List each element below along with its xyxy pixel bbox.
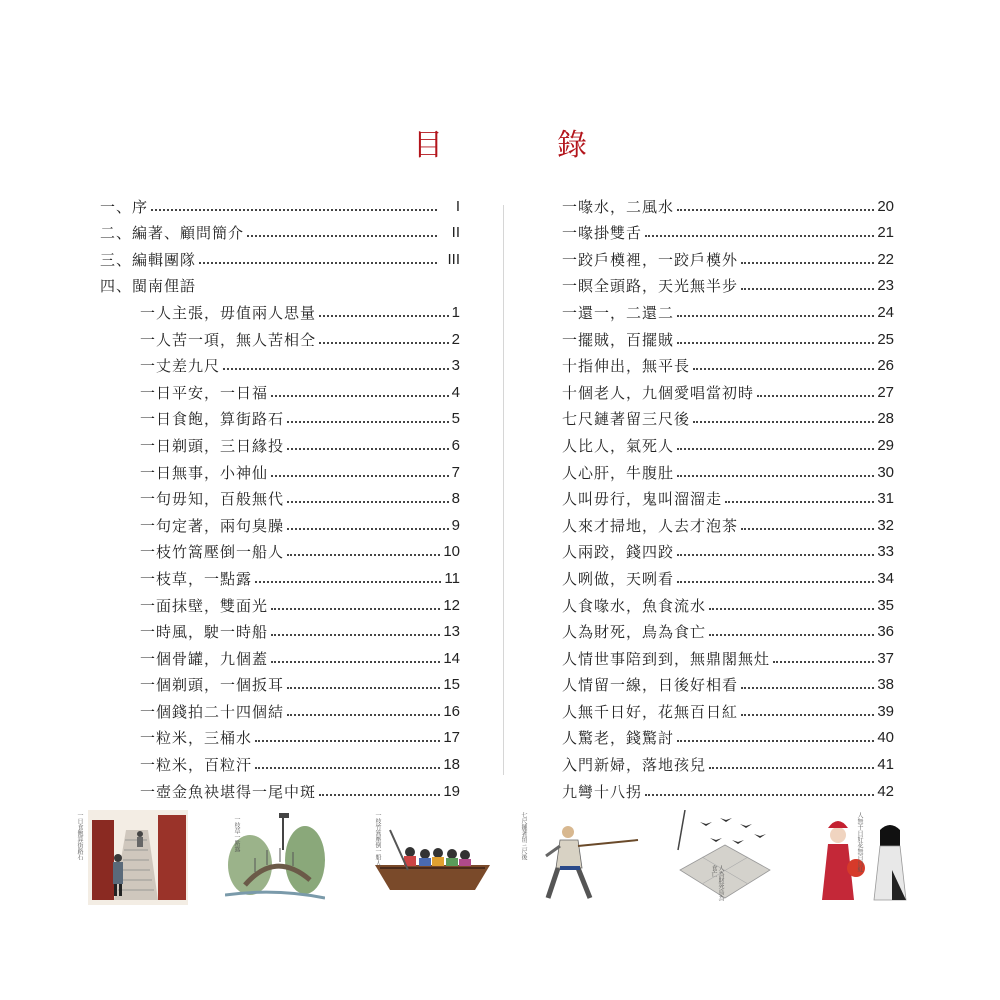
- toc-entry[interactable]: [562, 748, 894, 775]
- toc-entry[interactable]: [562, 722, 894, 749]
- toc-entry-title: 一枝草，一點露: [140, 569, 253, 588]
- toc-entry[interactable]: [562, 296, 894, 323]
- toc-page-number: 36: [877, 623, 894, 641]
- page-title: 目 錄: [413, 128, 629, 163]
- toc-entry[interactable]: [562, 456, 894, 483]
- toc-leader-dots: [271, 634, 440, 636]
- toc-page-number: 37: [877, 649, 894, 667]
- toc-page-number: 16: [443, 702, 460, 720]
- toc-page-number: 7: [451, 463, 460, 481]
- toc-entry-title: 一日食飽，算街路石: [140, 410, 285, 429]
- toc-page-number: 1: [451, 303, 460, 321]
- illustration-caption: 一日食飽算街路石: [76, 812, 83, 860]
- toc-entry[interactable]: [100, 589, 460, 616]
- toc-entry[interactable]: [100, 562, 460, 589]
- toc-entry[interactable]: [100, 217, 460, 244]
- toc-leader-dots: [271, 395, 449, 397]
- toc-entry[interactable]: [562, 376, 894, 403]
- toc-entry-title: 一、序: [100, 197, 149, 216]
- toc-entry[interactable]: [100, 616, 460, 643]
- toc-entry[interactable]: [562, 323, 894, 350]
- toc-entry[interactable]: [562, 562, 894, 589]
- opera-figures-illustration: [812, 810, 917, 905]
- toc-entry-title: 一擺賊，百擺賊: [562, 330, 675, 349]
- toc-entry-title: 人叫毋行，鬼叫溜溜走: [562, 490, 723, 509]
- toc-leader-dots: [247, 235, 437, 237]
- column-divider: [503, 205, 504, 775]
- toc-leader-dots: [287, 448, 449, 450]
- toc-entry-title: 入門新婦，落地孩兒: [562, 756, 707, 775]
- toc-entry-title: 人食喙水，魚食流水: [562, 596, 707, 615]
- toc-page-number: 4: [451, 383, 460, 401]
- toc-entry[interactable]: [100, 775, 460, 802]
- toc-entry-title: 一人苦一項，無人苦相仝: [140, 330, 317, 349]
- toc-entry[interactable]: [100, 536, 460, 563]
- toc-page-number: 20: [877, 197, 894, 215]
- toc-entry[interactable]: [562, 669, 894, 696]
- toc-entry[interactable]: [100, 669, 460, 696]
- toc-page-number: 39: [877, 702, 894, 720]
- toc-leader-dots: [677, 209, 874, 211]
- toc-entry[interactable]: [562, 483, 894, 510]
- toc-leader-dots: [677, 342, 874, 344]
- toc-entry-title: 人比人，氣死人: [562, 436, 675, 455]
- toc-entry[interactable]: [562, 190, 894, 217]
- toc-leader-dots: [709, 634, 874, 636]
- toc-leader-dots: [725, 501, 874, 503]
- toc-leader-dots: [677, 581, 874, 583]
- toc-entry-title: 人心肝，牛腹肚: [562, 463, 675, 482]
- toc-leader-dots: [287, 687, 440, 689]
- toc-page-number: 31: [877, 490, 894, 508]
- toc-entry-title: 一粒米，百粒汗: [140, 756, 253, 775]
- toc-page-number: 21: [877, 224, 894, 242]
- toc-entry-title: 一日無事，小神仙: [140, 463, 269, 482]
- toc-page-number: 18: [443, 756, 460, 774]
- toc-page-number: 27: [877, 383, 894, 401]
- toc-leader-dots: [255, 581, 441, 583]
- street-scene-illustration: [76, 810, 188, 905]
- toc-entry[interactable]: [100, 350, 460, 377]
- toc-entry-title: 一喙掛雙舌: [562, 224, 643, 243]
- toc-entry-title: 一跤戶橂裡，一跤戶橂外: [562, 250, 739, 269]
- toc-page-number: 28: [877, 410, 894, 428]
- illustration-caption: 七尺鏈著留三尺後: [520, 812, 527, 860]
- toc-right-column: [562, 190, 894, 802]
- toc-page-number: 12: [443, 596, 460, 614]
- toc-leader-dots: [319, 342, 449, 344]
- toc-page-number: 30: [877, 463, 894, 481]
- toc-entry-title: 一喙水，二風水: [562, 197, 675, 216]
- toc-page-number: 33: [877, 543, 894, 561]
- toc-entry[interactable]: [562, 775, 894, 802]
- toc-page-number: 23: [877, 277, 894, 295]
- toc-leader-dots: [693, 421, 874, 423]
- toc-entry-title: 一粒米，三桶水: [140, 729, 253, 748]
- toc-entry[interactable]: [100, 376, 460, 403]
- toc-entry-title: 四、閩南俚語: [100, 277, 197, 296]
- toc-entry[interactable]: [100, 296, 460, 323]
- toc-entry[interactable]: [100, 429, 460, 456]
- boat-illustration: [370, 810, 495, 905]
- toc-page-number: 32: [877, 516, 894, 534]
- toc-entry[interactable]: [100, 403, 460, 430]
- toc-leader-dots: [287, 554, 440, 556]
- toc-leader-dots: [271, 475, 449, 477]
- toc-entry-title: 一人主張，毋值兩人思量: [140, 303, 317, 322]
- illustration-caption: 人無千日好花無百日紅: [856, 812, 863, 872]
- toc-entry[interactable]: [100, 748, 460, 775]
- toc-page-number: 14: [443, 649, 460, 667]
- toc-leader-dots: [741, 528, 874, 530]
- toc-leader-dots: [677, 315, 874, 317]
- toc-entry-title: 人情世事陪到到，無鼎閣無灶: [562, 649, 771, 668]
- toc-page-number: 15: [443, 676, 460, 694]
- toc-entry[interactable]: [100, 695, 460, 722]
- toc-leader-dots: [677, 554, 874, 556]
- toc-leader-dots: [693, 368, 874, 370]
- toc-entry-title: 三、編輯團隊: [100, 250, 197, 269]
- illustration-caption: 人為財死鳥為食亡: [710, 865, 724, 901]
- toc-entry-title: 人咧做，天咧看: [562, 569, 675, 588]
- toc-page-number: 38: [877, 676, 894, 694]
- toc-page-number: 34: [877, 569, 894, 587]
- toc-entry[interactable]: [562, 243, 894, 270]
- toc-leader-dots: [319, 794, 440, 796]
- toc-page-number: III: [447, 250, 460, 268]
- toc-entry-title: 一個錢拍二十四個結: [140, 702, 285, 721]
- toc-leader-dots: [271, 608, 440, 610]
- toc-entry-title: 一還一，二還二: [562, 303, 675, 322]
- toc-leader-dots: [255, 740, 440, 742]
- toc-leader-dots: [199, 262, 437, 264]
- toc-leader-dots: [255, 767, 440, 769]
- toc-leader-dots: [223, 368, 449, 370]
- toc-entry[interactable]: [100, 270, 460, 297]
- toc-entry-title: 一句定著，兩句臭臊: [140, 516, 285, 535]
- toc-entry[interactable]: [562, 270, 894, 297]
- toc-leader-dots: [709, 608, 874, 610]
- toc-entry[interactable]: [562, 509, 894, 536]
- toc-page-number: 40: [877, 729, 894, 747]
- toc-leader-dots: [741, 714, 874, 716]
- toc-entry-title: 人來才掃地，人去才泡茶: [562, 516, 739, 535]
- toc-entry-title: 人驚老，錢驚討: [562, 729, 675, 748]
- toc-leader-dots: [773, 661, 874, 663]
- toc-entry[interactable]: [100, 722, 460, 749]
- toc-entry[interactable]: [562, 642, 894, 669]
- toc-entry[interactable]: [562, 695, 894, 722]
- toc-entry-title: 人情留一線，日後好相看: [562, 676, 739, 695]
- toc-page-number: 24: [877, 303, 894, 321]
- toc-entry[interactable]: [562, 589, 894, 616]
- toc-entry-title: 一丈差九尺: [140, 357, 221, 376]
- toc-page-number: 29: [877, 436, 894, 454]
- toc-page-number: 8: [451, 490, 460, 508]
- toc-leader-dots: [287, 528, 449, 530]
- toc-leader-dots: [287, 714, 440, 716]
- toc-entry[interactable]: [100, 483, 460, 510]
- toc-page-number: 42: [877, 782, 894, 800]
- toc-entry[interactable]: [562, 350, 894, 377]
- toc-page-number: 10: [443, 543, 460, 561]
- toc-entry[interactable]: [100, 323, 460, 350]
- toc-entry-title: 一個骨罐，九個蓋: [140, 649, 269, 668]
- toc-left-column: [100, 190, 460, 802]
- toc-page-number: 13: [443, 623, 460, 641]
- toc-entry-title: 一時風，駛一時船: [140, 623, 269, 642]
- toc-entry[interactable]: [100, 642, 460, 669]
- toc-page-number: 5: [451, 410, 460, 428]
- martial-artist-illustration: [520, 810, 640, 905]
- toc-entry[interactable]: [100, 456, 460, 483]
- toc-leader-dots: [677, 475, 874, 477]
- toc-entry-title: 九彎十八拐: [562, 782, 643, 801]
- bridge-scene-illustration: [225, 810, 325, 905]
- toc-page-number: 22: [877, 250, 894, 268]
- toc-leader-dots: [271, 661, 440, 663]
- toc-leader-dots: [645, 794, 874, 796]
- illustration-caption: 一枝草一點露: [233, 816, 240, 852]
- toc-entry[interactable]: [100, 243, 460, 270]
- toc-leader-dots: [677, 740, 874, 742]
- toc-entry-title: 一瞑全頭路，天光無半步: [562, 277, 739, 296]
- toc-page-number: 2: [451, 330, 460, 348]
- toc-entry-title: 一壺金魚袂堪得一尾中斑: [140, 782, 317, 801]
- toc-entry-title: 十個老人，九個愛唱當初時: [562, 383, 755, 402]
- toc-entry-title: 人兩跤，錢四跤: [562, 543, 675, 562]
- toc-page-number: I: [455, 197, 460, 215]
- toc-leader-dots: [645, 235, 874, 237]
- toc-leader-dots: [741, 262, 874, 264]
- toc-leader-dots: [287, 501, 449, 503]
- toc-entry-title: 七尺鏈著留三尺後: [562, 410, 691, 429]
- toc-entry[interactable]: [562, 217, 894, 244]
- toc-page-number: 9: [451, 516, 460, 534]
- toc-entry-title: 十指伸出，無平長: [562, 357, 691, 376]
- toc-page-number: 17: [443, 729, 460, 747]
- toc-entry[interactable]: [100, 509, 460, 536]
- toc-entry[interactable]: [562, 536, 894, 563]
- toc-page-number: 26: [877, 357, 894, 375]
- toc-page-number: II: [451, 224, 460, 242]
- birds-illustration: [670, 810, 780, 905]
- toc-leader-dots: [741, 288, 874, 290]
- toc-entry[interactable]: [562, 429, 894, 456]
- toc-entry[interactable]: [100, 190, 460, 217]
- toc-page-number: 6: [451, 436, 460, 454]
- toc-leader-dots: [319, 315, 449, 317]
- toc-entry-title: 一句毋知，百般無代: [140, 490, 285, 509]
- toc-leader-dots: [709, 767, 874, 769]
- toc-entry[interactable]: [562, 616, 894, 643]
- illustration-caption: 一枝竹篙壓倒一船人: [374, 812, 381, 866]
- toc-page-number: 11: [444, 569, 460, 587]
- toc-page-number: 19: [443, 782, 460, 800]
- toc-leader-dots: [757, 395, 874, 397]
- toc-leader-dots: [741, 687, 874, 689]
- toc-page-number: 25: [877, 330, 894, 348]
- toc-entry[interactable]: [562, 403, 894, 430]
- toc-leader-dots: [151, 209, 437, 211]
- toc-entry-title: 一面抹壁，雙面光: [140, 596, 269, 615]
- toc-leader-dots: [677, 448, 874, 450]
- toc-entry-title: 人無千日好，花無百日紅: [562, 702, 739, 721]
- toc-page-number: 3: [451, 357, 460, 375]
- toc-page-number: 41: [877, 756, 894, 774]
- toc-entry-title: 一個剃頭，一個扳耳: [140, 676, 285, 695]
- toc-page-number: 35: [877, 596, 894, 614]
- toc-entry-title: 一日平安，一日福: [140, 383, 269, 402]
- toc-entry-title: 一枝竹篙壓倒一船人: [140, 543, 285, 562]
- toc-leader-dots: [287, 421, 449, 423]
- toc-entry-title: 一日剃頭，三日緣投: [140, 436, 285, 455]
- toc-entry-title: 人為財死，鳥為食亡: [562, 623, 707, 642]
- toc-entry-title: 二、編著、顧問簡介: [100, 224, 245, 243]
